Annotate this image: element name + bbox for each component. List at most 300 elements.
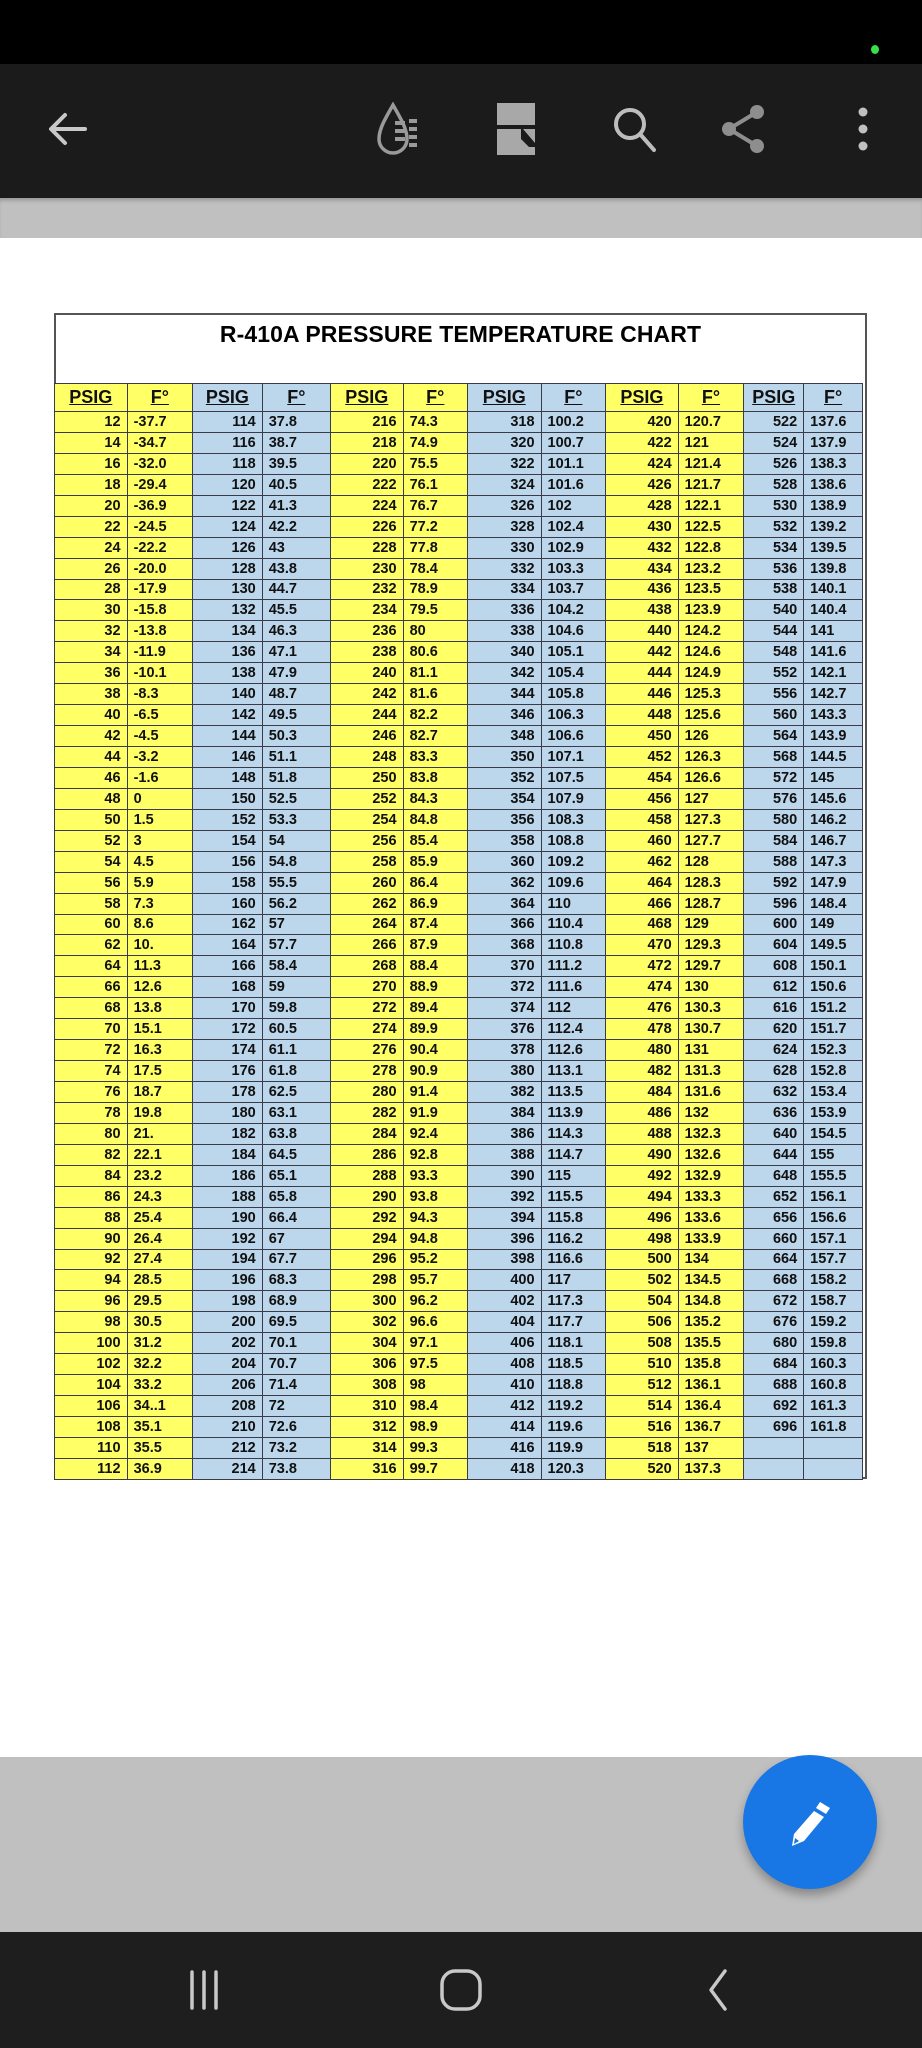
psig-cell: 310 [331,1396,404,1417]
psig-cell: 390 [467,1165,541,1186]
psig-cell: 112 [55,1458,128,1479]
psig-cell: 288 [331,1165,404,1186]
temp-f-cell: 24.3 [127,1186,193,1207]
temp-f-cell: 84.3 [403,788,467,809]
temp-f-cell: 135.8 [678,1354,744,1375]
reading-mode-button[interactable] [368,94,438,164]
temp-f-cell: 94.8 [403,1228,467,1249]
temp-f-cell: 137.9 [804,432,863,453]
temp-f-cell: 97.1 [403,1333,467,1354]
temp-f-cell: -15.8 [127,600,193,621]
temp-f-cell: 141.6 [804,642,863,663]
psig-cell: 166 [193,956,263,977]
temp-f-cell: 50.3 [262,726,330,747]
psig-cell: 168 [193,977,263,998]
psig-cell: 114 [193,412,263,433]
temp-f-cell: 137 [678,1437,744,1458]
psig-cell: 676 [744,1312,804,1333]
psig-cell: 636 [744,1102,804,1123]
psig-cell: 174 [193,1040,263,1061]
temp-f-cell: 17.5 [127,1061,193,1082]
psig-cell: 660 [744,1228,804,1249]
psig-cell: 334 [467,579,541,600]
psig-cell: 270 [331,977,404,998]
page-gap-top [0,198,922,238]
temp-f-cell: 160.3 [804,1354,863,1375]
psig-cell: 544 [744,621,804,642]
psig-cell: 656 [744,1207,804,1228]
temp-f-cell: 61.8 [262,1061,330,1082]
header-psig: PSIG [331,384,404,412]
psig-cell: 400 [467,1270,541,1291]
temp-f-cell: 81.6 [403,684,467,705]
temp-f-cell: 1.5 [127,809,193,830]
table-row [55,872,863,893]
temp-f-cell: 94.3 [403,1207,467,1228]
psig-cell: 482 [606,1061,679,1082]
psig-cell: 60 [55,914,128,935]
temp-f-cell: 111.2 [541,956,606,977]
recent-apps-button[interactable] [159,1952,249,2028]
temp-f-cell: 105.1 [541,642,606,663]
psig-cell: 226 [331,516,404,537]
temp-f-cell: 133.9 [678,1228,744,1249]
temp-f-cell: 126 [678,726,744,747]
temp-f-cell: -36.9 [127,495,193,516]
psig-cell: 36 [55,663,128,684]
temp-f-cell: 103.7 [541,579,606,600]
table-row [55,1333,863,1354]
search-button[interactable] [600,94,670,164]
psig-cell: 54 [55,851,128,872]
psig-cell: 480 [606,1040,679,1061]
table-row [55,537,863,558]
temp-f-cell: 118.1 [541,1333,606,1354]
psig-cell: 124 [193,516,263,537]
temp-f-cell: 133.3 [678,1186,744,1207]
psig-cell: 196 [193,1270,263,1291]
table-row [55,1270,863,1291]
home-icon [437,1966,485,2014]
status-bar [0,0,922,64]
psig-cell: 508 [606,1333,679,1354]
temp-f-cell: 97.5 [403,1354,467,1375]
table-row [55,684,863,705]
psig-cell: 386 [467,1123,541,1144]
temp-f-cell: 132.6 [678,1144,744,1165]
psig-cell: 274 [331,1019,404,1040]
temp-f-cell: 157.1 [804,1228,863,1249]
table-row [55,726,863,747]
psig-cell: 584 [744,830,804,851]
psig-cell: 50 [55,809,128,830]
temp-f-cell: 15.1 [127,1019,193,1040]
temp-f-cell: 153.4 [804,1082,863,1103]
psig-cell: 96 [55,1291,128,1312]
temp-f-cell: 33.2 [127,1375,193,1396]
psig-cell: 450 [606,726,679,747]
psig-cell: 56 [55,872,128,893]
psig-cell: 152 [193,809,263,830]
psig-cell: 78 [55,1102,128,1123]
psig-cell: 568 [744,747,804,768]
temp-f-cell: 27.4 [127,1249,193,1270]
temp-f-cell: 129.3 [678,935,744,956]
psig-cell: 44 [55,747,128,768]
psig-cell: 186 [193,1165,263,1186]
temp-f-cell: 101.1 [541,453,606,474]
temp-f-cell: 132.9 [678,1165,744,1186]
temp-f-cell: 90.9 [403,1061,467,1082]
temp-f-cell: 104.6 [541,621,606,642]
share-icon [717,102,771,156]
temp-f-cell: 67 [262,1228,330,1249]
psig-cell: 40 [55,705,128,726]
table-row [55,767,863,788]
temp-f-cell: -22.2 [127,537,193,558]
temp-f-cell: 73.2 [262,1437,330,1458]
temp-f-cell: 77.2 [403,516,467,537]
temp-f-cell: 80.6 [403,642,467,663]
header-temp-f: F° [127,384,193,412]
psig-cell: 18 [55,474,128,495]
temp-f-cell: 29.5 [127,1291,193,1312]
temp-f-cell: 145 [804,767,863,788]
psig-cell: 548 [744,642,804,663]
psig-cell: 384 [467,1102,541,1123]
psig-cell: 58 [55,893,128,914]
psig-cell: 194 [193,1249,263,1270]
table-row [55,893,863,914]
temp-f-cell: 76.7 [403,495,467,516]
temp-f-cell: 138.3 [804,453,863,474]
psig-cell: 266 [331,935,404,956]
table-row [55,851,863,872]
temp-f-cell: 137.3 [678,1458,744,1479]
temp-f-cell: 63.8 [262,1123,330,1144]
psig-cell: 412 [467,1396,541,1417]
psig-cell: 604 [744,935,804,956]
page-view-button[interactable] [482,94,552,164]
temp-f-cell: 111.6 [541,977,606,998]
table-row [55,558,863,579]
psig-cell: 340 [467,642,541,663]
psig-cell: 342 [467,663,541,684]
system-back-button[interactable] [674,1952,764,2028]
temp-f-cell: 110 [541,893,606,914]
temp-f-cell: 16.3 [127,1040,193,1061]
temp-f-cell: 45.5 [262,600,330,621]
table-header-row [55,384,863,412]
table-row [55,1228,863,1249]
temp-f-cell: 120.3 [541,1458,606,1479]
temp-f-cell: 53.3 [262,809,330,830]
temp-f-cell: 141 [804,621,863,642]
psig-cell: 12 [55,412,128,433]
psig-cell: 116 [193,432,263,453]
temp-f-cell: 110.4 [541,914,606,935]
temp-f-cell: 95.7 [403,1270,467,1291]
psig-cell: 484 [606,1082,679,1103]
pressure-temperature-table [54,383,863,1480]
psig-cell: 20 [55,495,128,516]
temp-f-cell: 147.3 [804,851,863,872]
temp-f-cell: 98 [403,1375,467,1396]
psig-cell: 672 [744,1291,804,1312]
psig-cell: 236 [331,621,404,642]
psig-cell: 304 [331,1333,404,1354]
psig-cell: 178 [193,1082,263,1103]
temp-f-cell: 156.1 [804,1186,863,1207]
temp-f-cell: 123.5 [678,579,744,600]
psig-cell: 338 [467,621,541,642]
psig-cell: 368 [467,935,541,956]
table-row [55,495,863,516]
psig-cell: 490 [606,1144,679,1165]
psig-cell: 424 [606,453,679,474]
table-row [55,432,863,453]
temp-f-cell: 92.8 [403,1144,467,1165]
psig-cell: 454 [606,767,679,788]
temp-f-cell: 125.3 [678,684,744,705]
temp-f-cell: 3 [127,830,193,851]
temp-f-cell: 125.6 [678,705,744,726]
temp-f-cell: 47.1 [262,642,330,663]
temp-f-cell: 5.9 [127,872,193,893]
table-row [55,1207,863,1228]
psig-cell: 160 [193,893,263,914]
temp-f-cell: -20.0 [127,558,193,579]
psig-cell: 592 [744,872,804,893]
psig-cell: 476 [606,998,679,1019]
temp-f-cell: 161.8 [804,1417,863,1438]
temp-f-cell: -4.5 [127,726,193,747]
psig-cell: 444 [606,663,679,684]
psig-cell: 286 [331,1144,404,1165]
temp-f-cell: 12.6 [127,977,193,998]
temp-f-cell: 140.4 [804,600,863,621]
temp-f-cell: 23.2 [127,1165,193,1186]
temp-f-cell: 142.7 [804,684,863,705]
temp-f-cell: 75.5 [403,453,467,474]
temp-f-cell: 153.9 [804,1102,863,1123]
temp-f-cell: 126.6 [678,767,744,788]
temp-f-cell: 19.8 [127,1102,193,1123]
temp-f-cell: 158.2 [804,1270,863,1291]
psig-cell: 524 [744,432,804,453]
temp-f-cell: 113.9 [541,1102,606,1123]
psig-cell: 130 [193,579,263,600]
psig-cell: 280 [331,1082,404,1103]
temp-f-cell: 112.6 [541,1040,606,1061]
psig-cell: 540 [744,600,804,621]
psig-cell: 192 [193,1228,263,1249]
psig-cell: 306 [331,1354,404,1375]
temp-f-cell: 4.5 [127,851,193,872]
temp-f-cell: 39.5 [262,453,330,474]
table-row [55,642,863,663]
temp-f-cell: 64.5 [262,1144,330,1165]
temp-f-cell: 124.9 [678,663,744,684]
temp-f-cell: 120.7 [678,412,744,433]
psig-cell: 242 [331,684,404,705]
table-row [55,1186,863,1207]
temp-f-cell: 54.8 [262,851,330,872]
psig-cell: 396 [467,1228,541,1249]
temp-f-cell: 126.3 [678,747,744,768]
psig-cell: 164 [193,935,263,956]
temp-f-cell: 135.2 [678,1312,744,1333]
temp-f-cell: 131.3 [678,1061,744,1082]
header-temp-f: F° [678,384,744,412]
psig-cell: 360 [467,851,541,872]
temp-f-cell: 121.7 [678,474,744,495]
table-row [55,1123,863,1144]
psig-cell: 62 [55,935,128,956]
psig-cell: 608 [744,956,804,977]
psig-cell: 576 [744,788,804,809]
temp-f-cell: 98.4 [403,1396,467,1417]
psig-cell: 318 [467,412,541,433]
temp-f-cell: 106.3 [541,705,606,726]
psig-cell: 314 [331,1437,404,1458]
temp-f-cell: 90.4 [403,1040,467,1061]
temp-f-cell: -37.7 [127,412,193,433]
psig-cell: 252 [331,788,404,809]
temp-f-cell: 113.1 [541,1061,606,1082]
temp-f-cell: 115 [541,1165,606,1186]
temp-f-cell: 121 [678,432,744,453]
table-row [55,1291,863,1312]
table-row [55,1354,863,1375]
temp-f-cell: 85.4 [403,830,467,851]
psig-cell: 302 [331,1312,404,1333]
temp-f-cell: 86.9 [403,893,467,914]
table-row [55,998,863,1019]
arrow-left-icon [43,105,91,153]
temp-f-cell: -8.3 [127,684,193,705]
temp-f-cell: 139.2 [804,516,863,537]
edit-fab-button[interactable] [743,1755,877,1889]
header-psig: PSIG [467,384,541,412]
psig-cell: 68 [55,998,128,1019]
more-options-button[interactable] [828,94,898,164]
psig-cell: 372 [467,977,541,998]
temp-f-cell: 124.6 [678,642,744,663]
more-vert-icon [853,104,873,154]
psig-cell: 24 [55,537,128,558]
psig-cell: 452 [606,747,679,768]
psig-cell: 264 [331,914,404,935]
temp-f-cell: 99.7 [403,1458,467,1479]
psig-cell: 184 [193,1144,263,1165]
psig-cell: 198 [193,1291,263,1312]
temp-f-cell: 132 [678,1102,744,1123]
psig-cell: 366 [467,914,541,935]
pressure-temperature-chart [54,313,867,1479]
psig-cell: 300 [331,1291,404,1312]
psig-cell: 256 [331,830,404,851]
psig-cell: 530 [744,495,804,516]
temp-f-cell: 89.4 [403,998,467,1019]
table-row [55,412,863,433]
home-button[interactable] [416,1952,506,2028]
psig-cell: 70 [55,1019,128,1040]
header-temp-f: F° [541,384,606,412]
psig-cell: 214 [193,1458,263,1479]
temp-f-cell: 158.7 [804,1291,863,1312]
psig-cell: 110 [55,1437,128,1458]
psig-cell: 88 [55,1207,128,1228]
psig-cell: 404 [467,1312,541,1333]
temp-f-cell: 122.5 [678,516,744,537]
psig-cell: 612 [744,977,804,998]
psig-cell: 434 [606,558,679,579]
temp-f-cell: 119.9 [541,1437,606,1458]
psig-cell: 146 [193,747,263,768]
temp-f-cell: 69.5 [262,1312,330,1333]
table-row [55,621,863,642]
psig-cell: 262 [331,893,404,914]
temp-f-cell: 138.9 [804,495,863,516]
psig-cell: 290 [331,1186,404,1207]
temp-f-cell: 139.5 [804,537,863,558]
search-icon [608,102,662,156]
psig-cell: 370 [467,956,541,977]
table-row [55,474,863,495]
psig-cell: 108 [55,1417,128,1438]
temp-f-cell: 147.9 [804,872,863,893]
temp-f-cell: 107.5 [541,767,606,788]
temp-f-cell: 132.3 [678,1123,744,1144]
psig-cell: 308 [331,1375,404,1396]
temp-f-cell: 36.9 [127,1458,193,1479]
temp-f-cell: 103.3 [541,558,606,579]
psig-cell: 518 [606,1437,679,1458]
temp-f-cell: 55.5 [262,872,330,893]
psig-cell: 336 [467,600,541,621]
psig-cell: 92 [55,1249,128,1270]
temp-f-cell: 56.2 [262,893,330,914]
share-button[interactable] [709,94,779,164]
psig-cell: 644 [744,1144,804,1165]
psig-cell: 84 [55,1165,128,1186]
psig-cell [744,1458,804,1479]
psig-cell: 350 [467,747,541,768]
temp-f-cell: -32.0 [127,453,193,474]
psig-cell: 126 [193,537,263,558]
temp-f-cell: 152.3 [804,1040,863,1061]
header-psig: PSIG [606,384,679,412]
psig-cell: 292 [331,1207,404,1228]
psig-cell: 472 [606,956,679,977]
temp-f-cell: 70.1 [262,1333,330,1354]
temp-f-cell: 116.2 [541,1228,606,1249]
temp-f-cell: 83.8 [403,767,467,788]
back-button[interactable] [32,94,102,164]
temp-f-cell: -34.7 [127,432,193,453]
temp-f-cell: 128.3 [678,872,744,893]
temp-f-cell: 149 [804,914,863,935]
table-row [55,579,863,600]
psig-cell: 388 [467,1144,541,1165]
psig-cell: 448 [606,705,679,726]
temp-f-cell: 60.5 [262,1019,330,1040]
temp-f-cell: 131 [678,1040,744,1061]
temp-f-cell: 161.3 [804,1396,863,1417]
temp-f-cell: 105.8 [541,684,606,705]
psig-cell: 496 [606,1207,679,1228]
